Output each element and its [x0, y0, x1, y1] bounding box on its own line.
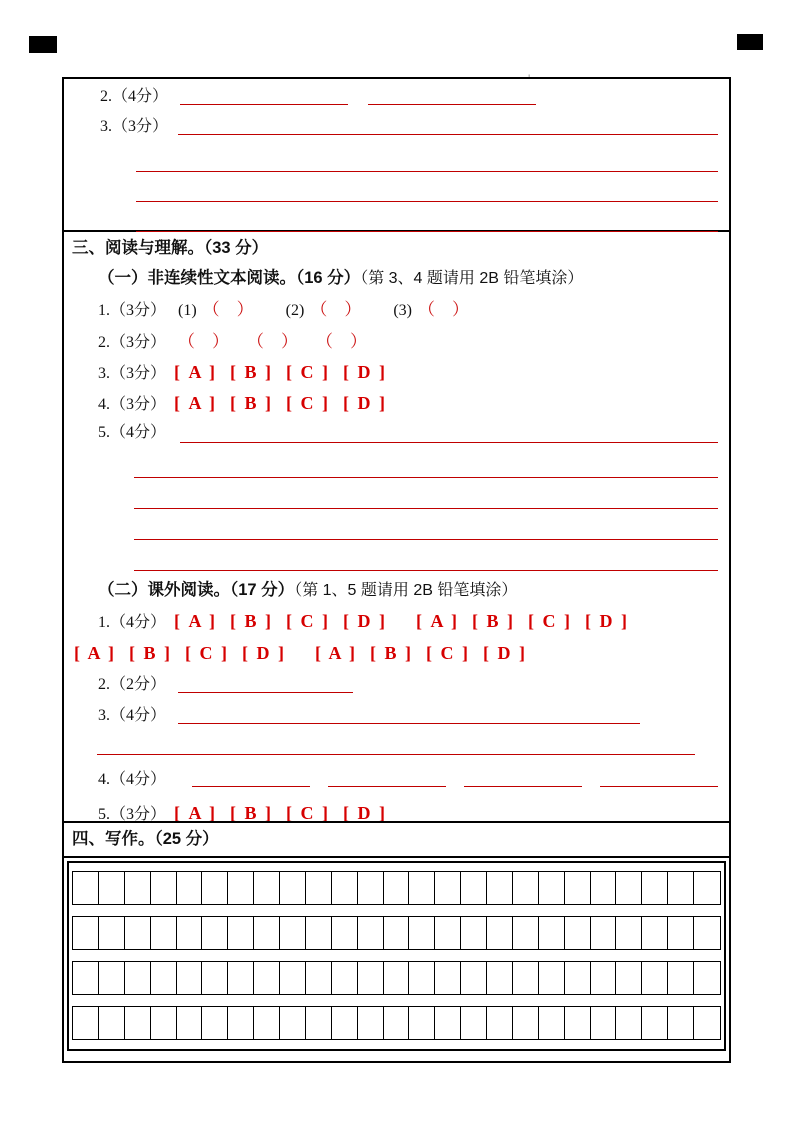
- grid-cell: [99, 917, 125, 949]
- answer-blank: [192, 772, 310, 787]
- option-bubble-d: [ D ]: [585, 611, 630, 631]
- option-bubble-b: [ B ]: [230, 611, 274, 631]
- option-bubble-b: [ B ]: [129, 643, 173, 663]
- option-bubble-a: [ A ]: [416, 611, 460, 631]
- grid-cell: [487, 962, 513, 994]
- answer-line: [134, 509, 718, 540]
- answer-paren: （ ）: [310, 300, 362, 319]
- grid-cell: [280, 1007, 306, 1039]
- grid-cell: [409, 962, 435, 994]
- grid-cell: [513, 1007, 539, 1039]
- part-note: （第 1、5 题请用 2B 铅笔填涂）: [294, 582, 518, 599]
- grid-cell: [668, 1007, 694, 1039]
- grid-cell: [202, 917, 228, 949]
- section-writing-header: [64, 823, 729, 858]
- option-bubble-a: [ A ]: [174, 803, 218, 823]
- question-label: 3.（4分）: [98, 707, 167, 724]
- option-bubble-d: [ D ]: [343, 611, 388, 631]
- registration-mark-left: [29, 36, 57, 53]
- grid-cell: [280, 962, 306, 994]
- grid-cell: [73, 1007, 99, 1039]
- answer-blank: [464, 772, 582, 787]
- grid-cell: [254, 1007, 280, 1039]
- grid-cell: [332, 917, 358, 949]
- grid-cell: [384, 872, 410, 904]
- answer-blank: [180, 90, 348, 105]
- question-label: 2.（2分）: [98, 676, 167, 693]
- grid-cell: [461, 917, 487, 949]
- option-bubble-b: [ B ]: [472, 611, 516, 631]
- answer-blank: [328, 772, 446, 787]
- grid-cell: [358, 872, 384, 904]
- grid-row: [72, 1006, 721, 1040]
- question-label: 3.（3分）: [98, 365, 167, 382]
- question-row-p1-1: [98, 294, 718, 326]
- grid-cell: [591, 917, 617, 949]
- option-bubble-d: [ D ]: [242, 643, 287, 663]
- grid-cell: [487, 1007, 513, 1039]
- option-bubble-d: [ D ]: [343, 362, 388, 382]
- answer-paren: （ ）: [316, 332, 368, 351]
- grid-cell: [409, 872, 435, 904]
- part-note: （第 3、4 题请用 2B 铅笔填涂）: [360, 270, 584, 287]
- option-bubble-a: [ A ]: [74, 643, 117, 663]
- grid-cell: [539, 1007, 565, 1039]
- grid-cell: [99, 962, 125, 994]
- grid-cell: [616, 917, 642, 949]
- grid-cell: [151, 872, 177, 904]
- answer-line: [134, 478, 718, 509]
- question-label: 1.（4分）: [98, 614, 167, 631]
- option-bubble-c: [ C ]: [286, 393, 331, 413]
- grid-cell: [565, 962, 591, 994]
- question-label: 2.（3分）: [98, 334, 167, 351]
- question-label: 5.（3分）: [98, 806, 167, 823]
- question-label: 2.（4分）: [100, 88, 169, 105]
- grid-cell: [384, 917, 410, 949]
- grid-cell: [306, 872, 332, 904]
- option-bubble-a: [ A ]: [174, 362, 218, 382]
- grid-cell: [280, 872, 306, 904]
- writing-grid: [67, 861, 726, 1051]
- grid-cell: [642, 917, 668, 949]
- grid-cell: [332, 872, 358, 904]
- grid-cell: [616, 872, 642, 904]
- grid-cell: [73, 917, 99, 949]
- grid-cell: [435, 917, 461, 949]
- answer-options: [174, 362, 416, 382]
- grid-cell: [151, 917, 177, 949]
- grid-cell: [125, 962, 151, 994]
- grid-cell: [151, 962, 177, 994]
- grid-cell: [694, 1007, 720, 1039]
- answer-options-group: [174, 611, 400, 631]
- answer-options: [174, 611, 658, 631]
- part-title: （二）课外阅读。（17 分）: [98, 581, 295, 599]
- answer-line: [134, 447, 718, 478]
- question-row-prev-3: [100, 112, 718, 142]
- grid-cell: [616, 1007, 642, 1039]
- option-bubble-c: [ C ]: [185, 643, 230, 663]
- answer-options-group: [416, 611, 642, 631]
- grid-cell: [539, 872, 565, 904]
- answer-paren: （ ）: [247, 332, 299, 351]
- answer-options: [74, 643, 556, 663]
- writing-grid-area: [64, 861, 729, 1064]
- grid-cell: [358, 1007, 384, 1039]
- answer-sheet-frame: [62, 77, 731, 1063]
- grid-cell: [177, 962, 203, 994]
- answer-line: [136, 142, 718, 172]
- grid-cell: [642, 872, 668, 904]
- grid-cell: [254, 917, 280, 949]
- answer-options-group: [174, 393, 400, 413]
- grid-cell: [125, 1007, 151, 1039]
- section-previous: [64, 79, 729, 232]
- option-bubble-b: [ B ]: [230, 803, 274, 823]
- grid-cell: [668, 872, 694, 904]
- question-row-p2-5: [98, 793, 718, 823]
- grid-cell: [539, 962, 565, 994]
- answer-paren: （ ）: [178, 332, 230, 351]
- option-bubble-b: [ B ]: [230, 362, 274, 382]
- answer-options-group: [315, 643, 540, 663]
- option-bubble-c: [ C ]: [286, 803, 331, 823]
- part-title: （一）非连续性文本阅读。（16 分）: [98, 269, 361, 287]
- option-bubble-c: [ C ]: [528, 611, 573, 631]
- grid-cell: [332, 1007, 358, 1039]
- answer-options-group: [174, 803, 400, 823]
- option-bubble-a: [ A ]: [174, 611, 218, 631]
- grid-cell: [591, 962, 617, 994]
- grid-cell: [125, 917, 151, 949]
- question-row-p1-2: [98, 326, 718, 357]
- answer-options-group: [174, 362, 400, 382]
- grid-cell: [487, 872, 513, 904]
- option-bubble-c: [ C ]: [426, 643, 471, 663]
- grid-cell: [461, 962, 487, 994]
- grid-row: [72, 961, 721, 995]
- grid-cell: [202, 1007, 228, 1039]
- grid-cell: [177, 1007, 203, 1039]
- grid-cell: [73, 872, 99, 904]
- sub-question-label: (1): [178, 302, 197, 319]
- grid-cell: [435, 962, 461, 994]
- grid-cell: [435, 1007, 461, 1039]
- option-bubble-d: [ D ]: [483, 643, 528, 663]
- grid-cell: [177, 872, 203, 904]
- answer-blank: [368, 90, 536, 105]
- sub-question-label: (3): [393, 302, 412, 319]
- answer-line: [136, 172, 718, 202]
- part1-title-row: [98, 262, 718, 294]
- grid-cell: [332, 962, 358, 994]
- option-bubble-d: [ D ]: [343, 803, 388, 823]
- grid-cell: [539, 917, 565, 949]
- answer-options-group: [74, 643, 299, 663]
- grid-cell: [435, 872, 461, 904]
- grid-cell: [254, 962, 280, 994]
- grid-cell: [668, 917, 694, 949]
- grid-cell: [202, 872, 228, 904]
- answer-blank: [178, 134, 718, 135]
- grid-cell: [513, 917, 539, 949]
- grid-cell: [384, 1007, 410, 1039]
- answer-line: [134, 540, 718, 571]
- section-title: 三、阅读与理解。（33 分）: [72, 239, 269, 257]
- grid-cell: [306, 917, 332, 949]
- grid-cell: [642, 1007, 668, 1039]
- option-bubble-b: [ B ]: [370, 643, 414, 663]
- section-title: 四、写作。（25 分）: [72, 830, 219, 848]
- grid-cell: [99, 872, 125, 904]
- answer-blank: [180, 442, 718, 443]
- sub-question-label: (2): [285, 302, 305, 319]
- grid-cell: [591, 1007, 617, 1039]
- grid-cell: [461, 872, 487, 904]
- option-bubble-c: [ C ]: [286, 611, 331, 631]
- question-row-prev-2: [100, 82, 718, 112]
- grid-cell: [73, 962, 99, 994]
- answer-blank: [178, 678, 353, 693]
- grid-cell: [306, 962, 332, 994]
- question-row-p2-4: [98, 755, 718, 793]
- grid-cell: [202, 962, 228, 994]
- grid-cell: [513, 872, 539, 904]
- question-label: 5.（4分）: [98, 424, 167, 441]
- question-row-p2-1b: [74, 637, 718, 669]
- grid-cell: [177, 917, 203, 949]
- grid-cell: [358, 962, 384, 994]
- grid-cell: [384, 962, 410, 994]
- grid-cell: [694, 872, 720, 904]
- section-title-row: [72, 234, 718, 262]
- registration-mark-right: [737, 34, 763, 50]
- section-reading: [64, 232, 729, 823]
- grid-cell: [642, 962, 668, 994]
- grid-cell: [668, 962, 694, 994]
- grid-cell: [306, 1007, 332, 1039]
- question-label: 4.（4分）: [98, 771, 167, 788]
- grid-cell: [228, 1007, 254, 1039]
- question-row-p2-2: [98, 669, 718, 700]
- question-label: 1.（3分）: [98, 302, 167, 319]
- question-row-p1-4: [98, 388, 718, 419]
- grid-cell: [151, 1007, 177, 1039]
- grid-row: [72, 871, 721, 905]
- grid-cell: [565, 872, 591, 904]
- answer-line: [136, 202, 718, 232]
- answer-line: [97, 731, 695, 755]
- option-bubble-a: [ A ]: [174, 393, 218, 413]
- grid-row: [72, 916, 721, 950]
- grid-cell: [228, 962, 254, 994]
- grid-cell: [565, 917, 591, 949]
- grid-cell: [254, 872, 280, 904]
- answer-blank: [600, 772, 718, 787]
- grid-cell: [513, 962, 539, 994]
- grid-cell: [280, 917, 306, 949]
- answer-paren: （ ）: [417, 300, 469, 319]
- grid-cell: [616, 962, 642, 994]
- question-label: 4.（3分）: [98, 396, 167, 413]
- answer-paren: （ ）: [202, 300, 254, 319]
- question-label: 3.（3分）: [100, 118, 169, 135]
- grid-cell: [228, 917, 254, 949]
- grid-cell: [694, 917, 720, 949]
- answer-options: [174, 393, 416, 413]
- answer-blank: [178, 709, 640, 724]
- grid-cell: [409, 917, 435, 949]
- grid-cell: [694, 962, 720, 994]
- option-bubble-d: [ D ]: [343, 393, 388, 413]
- question-row-p2-3: [98, 700, 718, 731]
- grid-cell: [409, 1007, 435, 1039]
- grid-cell: [125, 872, 151, 904]
- answer-options: [174, 803, 416, 823]
- grid-cell: [228, 872, 254, 904]
- grid-cell: [358, 917, 384, 949]
- option-bubble-c: [ C ]: [286, 362, 331, 382]
- option-bubble-b: [ B ]: [230, 393, 274, 413]
- option-bubble-a: [ A ]: [315, 643, 358, 663]
- question-row-p2-1: [98, 605, 718, 637]
- part2-title-row: [98, 575, 718, 605]
- question-row-p1-3: [98, 357, 718, 388]
- grid-cell: [461, 1007, 487, 1039]
- grid-cell: [591, 872, 617, 904]
- grid-cell: [565, 1007, 591, 1039]
- grid-cell: [487, 917, 513, 949]
- question-row-p1-5: [98, 419, 718, 447]
- grid-cell: [99, 1007, 125, 1039]
